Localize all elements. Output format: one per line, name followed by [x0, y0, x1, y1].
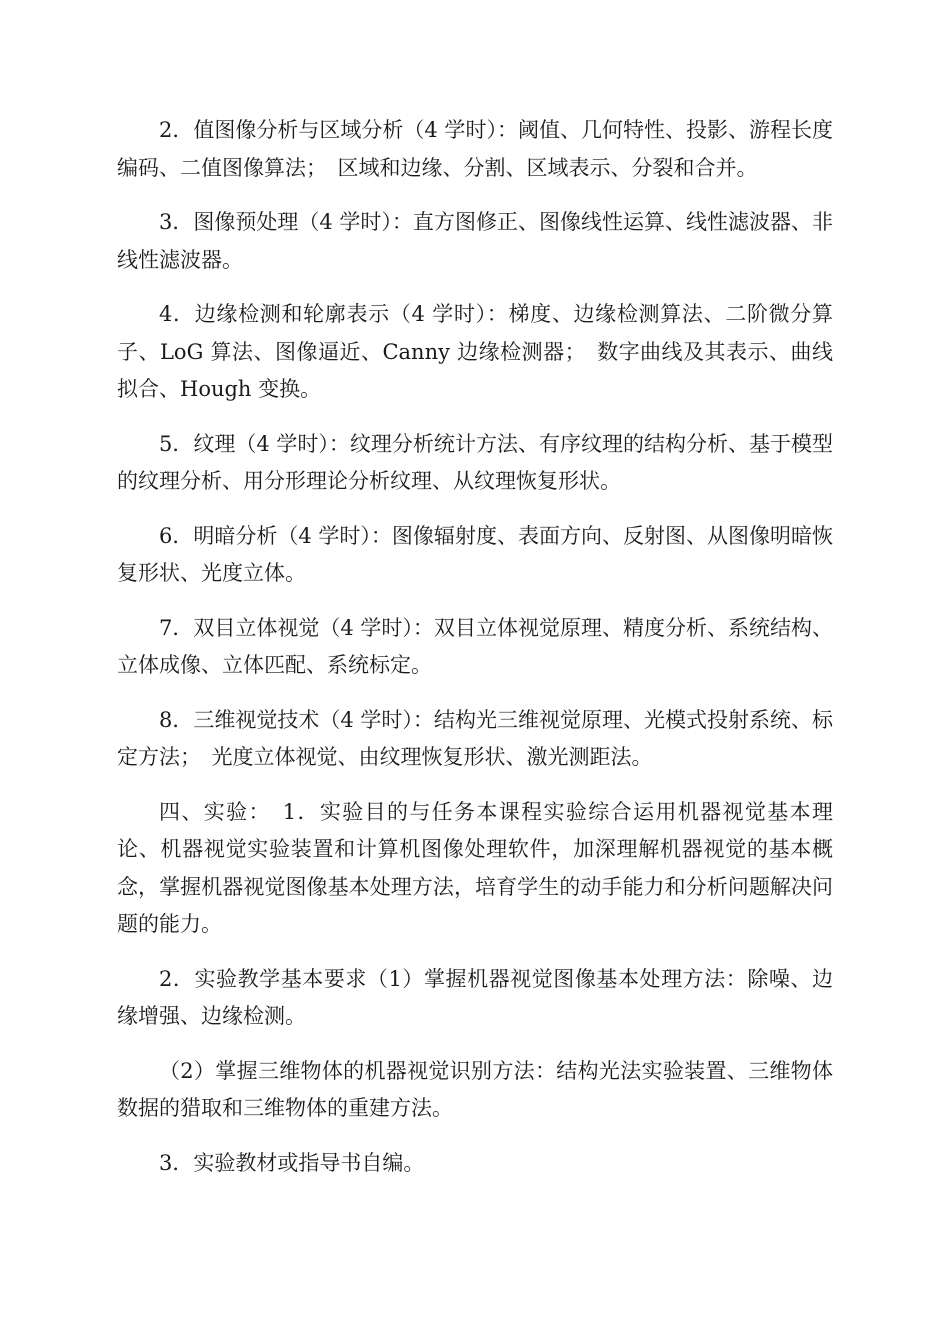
- document-body: [117, 112, 833, 1182]
- paragraph-experiment-requirements: 2．实验教学基本要求（1）掌握机器视觉图像基本处理方法：除噪、边缘增强、边缘检测。: [117, 966, 833, 1028]
- paragraph-shading-analysis: 6．明暗分析（4 学时）：图像辐射度、表面方向、反射图、从图像明暗恢复形状、光度立体。: [117, 523, 833, 585]
- paragraph-binary-image-analysis: 2．值图像分析与区域分析（4 学时）：阈值、几何特性、投影、游程长度编码、二值图像算法； 区域和边缘、分割、区域表示、分裂和合并。: [117, 118, 833, 180]
- paragraph-binocular-stereo: 7．双目立体视觉（4 学时）：双目立体视觉原理、精度分析、系统结构、立体成像、立体匹配、系统标定。: [117, 615, 833, 677]
- paragraph-texture: 5．纹理（4 学时）：纹理分析统计方法、有序纹理的结构分析、基于模型的纹理分析、用分形理论分析纹理、从纹理恢复形状。: [117, 431, 833, 493]
- paragraph-3d-recognition: （2）掌握三维物体的机器视觉识别方法：结构光法实验装置、三维物体数据的猎取和三维物体的重建方法。: [117, 1058, 833, 1120]
- paragraph-textbook: 3．实验教材或指导书自编。: [159, 1150, 425, 1175]
- paragraph-3d-vision: 8．三维视觉技术（4 学时）：结构光三维视觉原理、光模式投射系统、标定方法； 光度立体视觉、由纹理恢复形状、激光测距法。: [117, 707, 833, 769]
- paragraph-image-preprocessing: 3．图像预处理（4 学时）：直方图修正、图像线性运算、线性滤波器、非线性滤波器。: [117, 210, 833, 272]
- paragraph-experiment-goals: 四、实验： 1．实验目的与任务本课程实验综合运用机器视觉基本理论、机器视觉实验装置和计算机图像处理软件，加深理解机器视觉的基本概念，掌握机器视觉图像基本处理方法，培育学生的动手能力和分析问题解决问题的能力。: [117, 799, 833, 936]
- paragraph-edge-detection: 4．边缘检测和轮廓表示（4 学时）：梯度、边缘检测算法、二阶微分算子、LoG 算法、图像逼近、Canny 边缘检测器； 数字曲线及其表示、曲线拟合、Hough 变换。: [117, 302, 833, 401]
